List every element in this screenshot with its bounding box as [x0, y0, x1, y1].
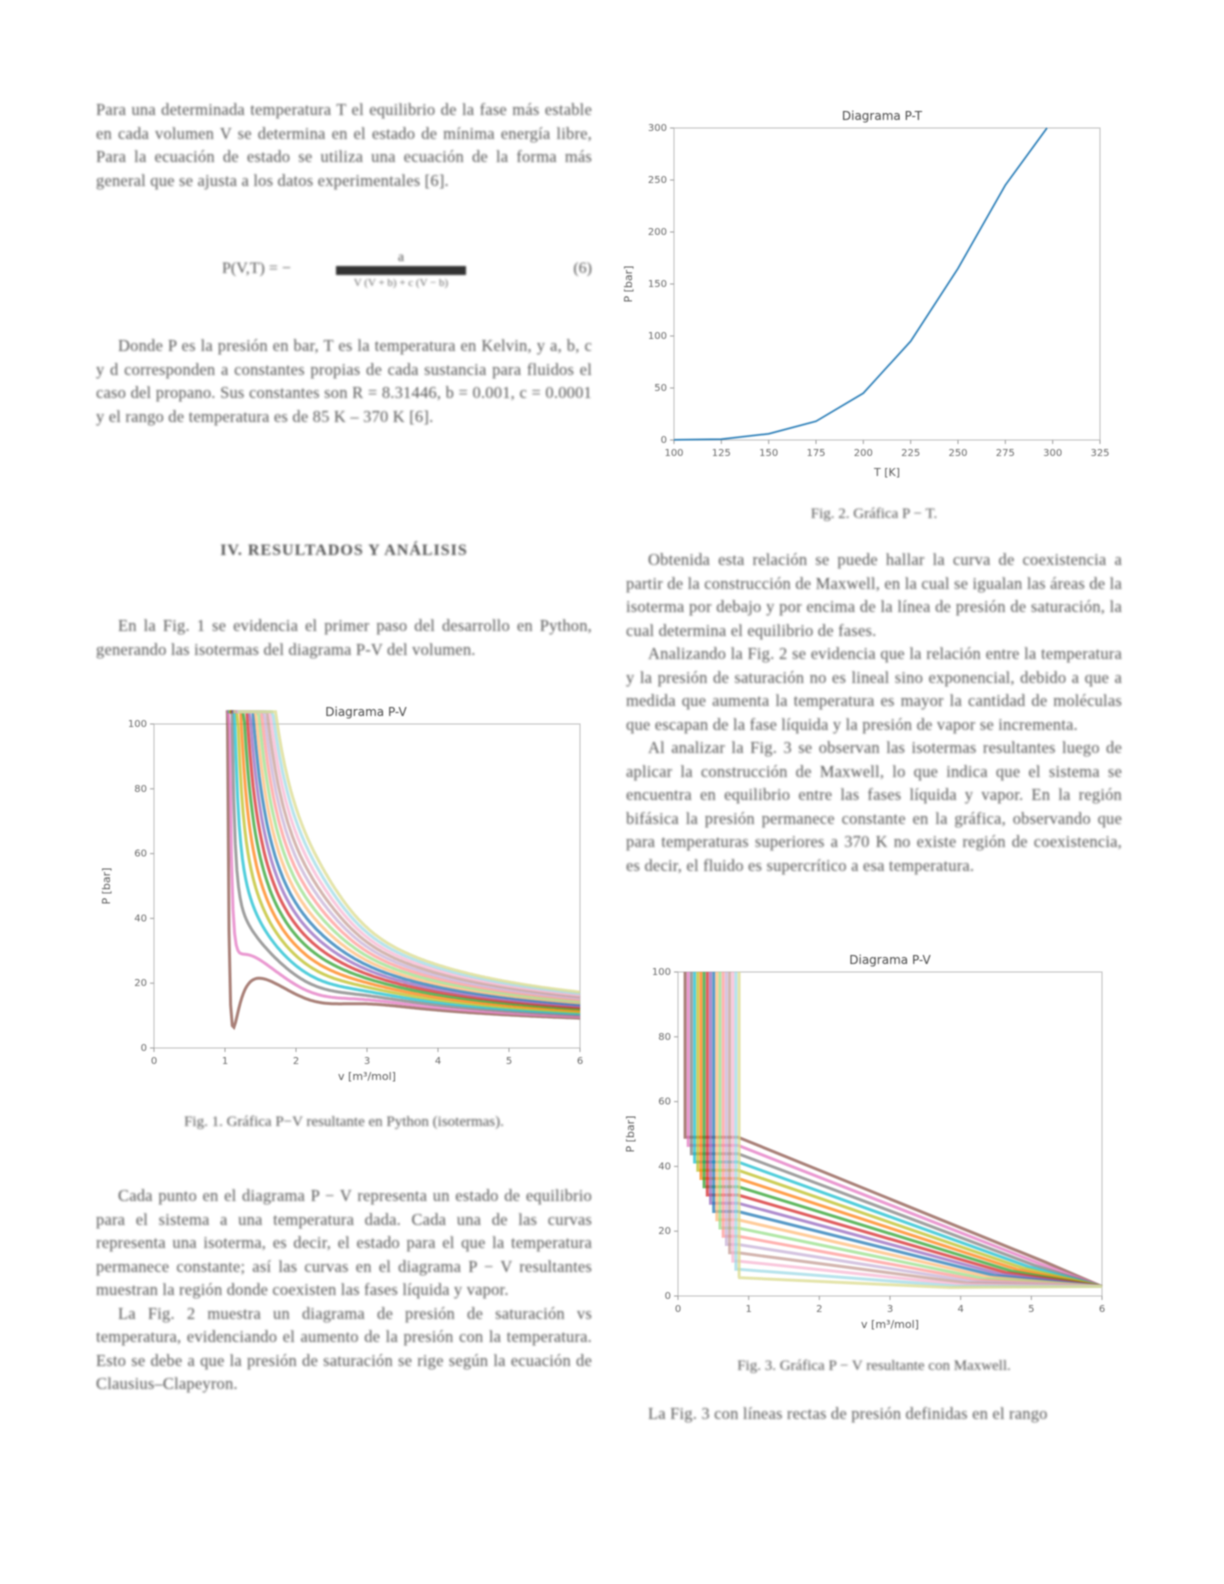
y-tick-label: 60: [134, 848, 147, 860]
equation-fraction: [336, 252, 466, 289]
figure-3: [620, 948, 1120, 1343]
equation-denominator: V (V + b) + c (V − b): [353, 277, 449, 289]
equation-lhs: P(V,T) = −: [222, 260, 291, 277]
plot-frame: [678, 972, 1102, 1296]
x-tick-label: 100: [664, 448, 684, 459]
equation-number: (6): [573, 260, 592, 277]
y-tick-label: 150: [647, 279, 667, 290]
x-tick-label: 225: [901, 448, 921, 459]
paragraph-intro: Para una determinada temperatura T el equilibrio de la fase más estable en cada volumen V se determina en el estado de mínima energía libre, Para la ecuación de estado se utiliza una ecuación de la forma más general que se ajusta a los datos experimentales [6].: [96, 100, 592, 190]
y-tick-label: 50: [654, 383, 667, 394]
y-tick-label: 0: [660, 435, 667, 446]
axes: [648, 123, 1110, 459]
figure-2-caption: Fig. 2. Gráfica P − T.: [810, 506, 938, 522]
y-tick-label: 0: [664, 1291, 671, 1302]
isotherm-line: [704, 972, 1102, 1287]
y-tick-label: 200: [647, 227, 667, 238]
paragraph-last: La Fig. 3 con líneas rectas de presión definidas en el rango: [648, 1404, 1048, 1423]
left-column-block-4: [96, 1184, 592, 1396]
isotherm-curves: [226, 712, 580, 1028]
chart-title: Diagrama P-V: [849, 953, 931, 967]
figure-3-chart: [620, 948, 1120, 1338]
x-tick-label: 250: [948, 448, 968, 459]
x-tick-label: 0: [150, 1056, 158, 1067]
y-tick-label: 100: [651, 967, 671, 978]
x-tick-label: 200: [853, 448, 873, 459]
y-tick-label: 100: [647, 331, 667, 342]
paragraph-analysis: Analizando la Fig. 2 se evidencia que la relación entre la temperatura y la presión de saturación no es lineal sino exponencial, debido a que a medida que aumenta la temperatura es mayor la cantidad de moléculas que escapan de la fase líquida y la presión de vapor se incrementa.: [626, 644, 1122, 734]
x-tick-label: 2: [292, 1056, 300, 1067]
left-column: [96, 98, 592, 192]
y-tick-label: 60: [658, 1096, 671, 1108]
chart-title: Diagrama P-V: [325, 705, 407, 719]
paragraph-where: Donde P es la presión en bar, T es la temperatura en Kelvin, y a, b, c y d corresponden a constantes propias de cada sustancia para fluidos el caso del propano. Sus constantes son R = 8.31446, b = 0.001, c = 0.0001 y el rango de temperatura es de 85 K – 370 K [6].: [96, 336, 592, 426]
y-tick-label: 20: [658, 1226, 671, 1238]
fraction-bar: [336, 266, 466, 275]
x-tick-label: 325: [1090, 448, 1110, 459]
y-axis-label: P [bar]: [624, 1115, 637, 1153]
figure-2-chart: [620, 104, 1120, 484]
x-axis-label: T [K]: [873, 466, 901, 479]
figure-1-chart: [96, 700, 596, 1090]
isotherm-line: [730, 972, 1102, 1287]
x-tick-label: 300: [1043, 448, 1063, 459]
x-tick-label: 5: [505, 1056, 513, 1067]
figure-1-caption: Fig. 1. Gráfica P−V resultante en Python (isotermas).: [184, 1114, 504, 1130]
y-tick-label: 80: [134, 783, 147, 795]
x-tick-label: 175: [806, 448, 826, 459]
right-column-block-2: [626, 1402, 1122, 1426]
x-tick-label: 275: [995, 448, 1015, 459]
paragraph-below-fig2: Obtenida esta relación se puede hallar la curva de coexistencia a partir de la construcción de Maxwell, en la cual se igualan las áreas de la isoterma por debajo y por encima de la línea de presión de saturación, la cual determina el equilibrio de fases.: [626, 550, 1122, 640]
y-tick-label: 40: [658, 1161, 671, 1173]
x-tick-label: 5: [1028, 1304, 1035, 1315]
x-tick-label: 4: [434, 1056, 442, 1067]
isotherm-line: [726, 972, 1102, 1287]
y-tick-label: 300: [647, 123, 667, 134]
figure-2: [620, 104, 1120, 489]
x-tick-label: 1: [745, 1304, 752, 1315]
paragraph-fig2-intro: La Fig. 2 muestra un diagrama de presión de saturación vs temperatura, evidenciando el aumento de la presión con la temperatura. Esto se debe a que la presión de saturación se rige según la ecuación de Clausius–Clapeyron.: [96, 1303, 592, 1393]
left-column-block-2: [96, 334, 592, 428]
x-axis-label: v [m³/mol]: [861, 1318, 919, 1331]
x-tick-label: 4: [957, 1304, 964, 1315]
section-title: IV. RESULTADOS Y ANÁLISIS: [220, 542, 468, 559]
x-tick-label: 1: [221, 1056, 229, 1067]
x-tick-label: 6: [576, 1056, 584, 1067]
x-axis-label: v [m³/mol]: [338, 1070, 396, 1083]
pressure-curve: [674, 128, 1047, 440]
paragraph-each-point: Cada punto en el diagrama P − V representa un estado de equilibrio para el sistema a una temperatura dada. Cada una de las curvas representa una isoterma, es decir, el estado para el que la temperatura permanece constante; así las curvas en el diagrama P − V resultantes muestran la región donde coexisten las fases líquida y vapor.: [96, 1186, 592, 1299]
equation-numerator: a: [397, 250, 405, 265]
equation-6: [96, 252, 592, 292]
x-tick-label: 125: [711, 448, 731, 459]
y-tick-label: 20: [134, 978, 147, 990]
y-tick-label: 0: [140, 1043, 147, 1054]
y-tick-label: 100: [127, 719, 147, 730]
plot-frame: [674, 128, 1100, 440]
x-tick-label: 0: [674, 1304, 682, 1315]
y-tick-label: 40: [134, 913, 147, 925]
figure-3-caption: Fig. 3. Gráfica P − V resultante con Maxwell.: [737, 1358, 1011, 1374]
y-tick-label: 80: [658, 1031, 671, 1043]
x-tick-label: 2: [816, 1304, 823, 1315]
y-tick-label: 250: [647, 175, 667, 186]
paragraph-fig1-intro: En la Fig. 1 se evidencia el primer paso del desarrollo en Python, generando las isotermas del diagrama P-V del volumen.: [96, 616, 592, 659]
figure-1: [96, 700, 596, 1095]
x-tick-label: 6: [1098, 1304, 1106, 1315]
x-tick-label: 3: [363, 1056, 371, 1067]
paragraph-fig3-analysis: Al analizar la Fig. 3 se observan las isotermas resultantes luego de aplicar la construcción de Maxwell, lo que indica que el sistema se encuentra en equilibrio entre las fases líquida y vapor. En la región bifásica la presión permanece constante en la gráfica, observando que para temperaturas superiores a 370 K no existe región de coexistencia, es decir, el fluido es supercrítico a esa temperatura.: [626, 738, 1122, 875]
x-tick-label: 150: [759, 448, 779, 459]
y-axis-label: P [bar]: [100, 867, 113, 905]
isotherm-curves: [685, 972, 1102, 1288]
chart-title: Diagrama P-T: [841, 109, 923, 123]
y-axis-label: P [bar]: [622, 265, 635, 303]
right-column-block-1: [626, 548, 1122, 877]
left-column-block-3: [96, 614, 592, 661]
x-tick-label: 3: [886, 1304, 894, 1315]
